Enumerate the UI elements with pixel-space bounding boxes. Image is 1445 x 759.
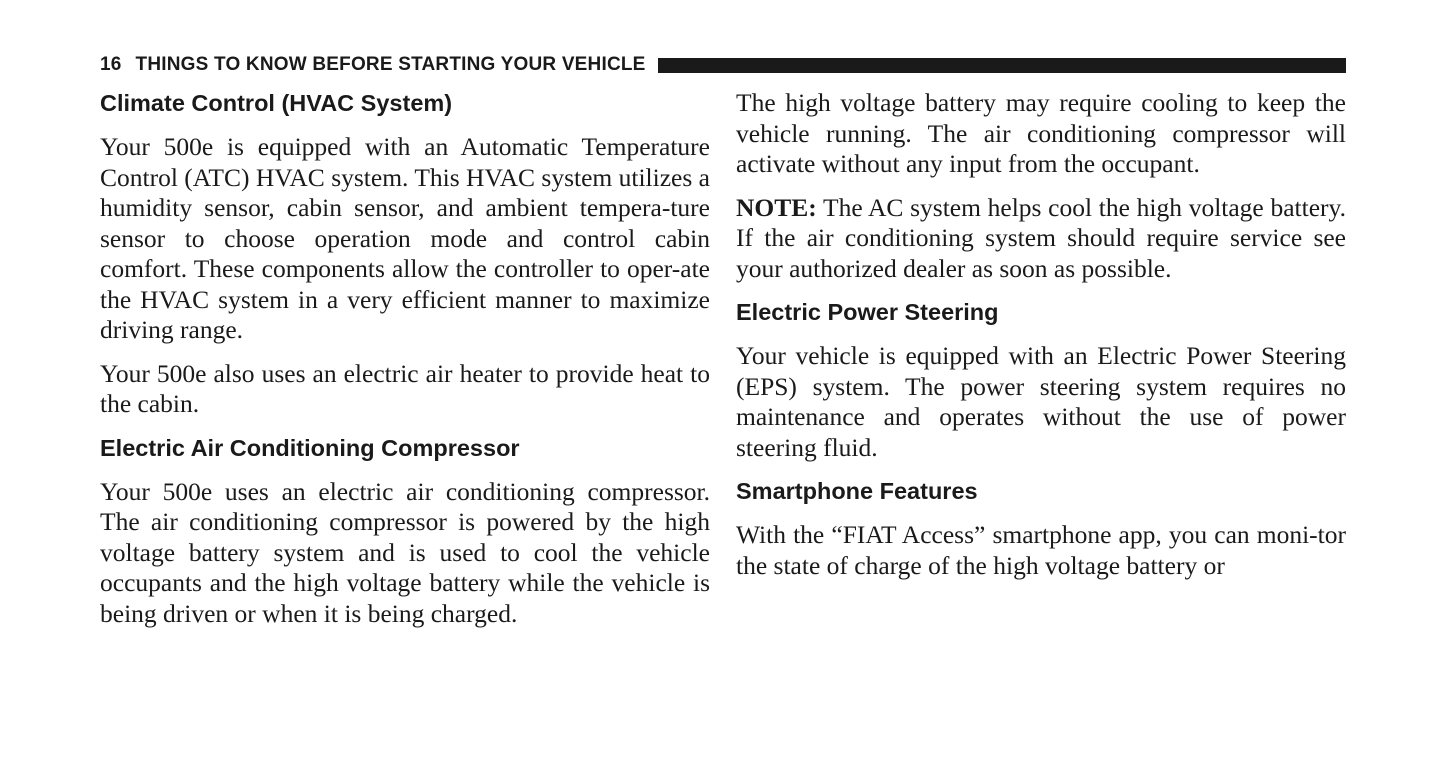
compressor-heading: Electric Air Conditioning Compressor [100,434,520,461]
cooling-paragraph: The high voltage battery may require cooling to keep the vehicle running. The air conditioning compressor will activate without any input from the occupant. [736,88,1346,178]
note-text: The AC system helps cool the high voltage battery. If the air conditioning system should require service see your authorized dealer as soon as possible. [736,192,1346,283]
climate-paragraph-1: Your 500e is equipped with an Automatic Temperature Control (ATC) HVAC system. This HVAC system utilizes a humidity sensor, cabin sensor, and ambient tempera-ture sensor to choose operation mode and control cabin comfort. These components allow the controller to oper-ate the HVAC system in a very efficient manner to maximize driving range. [100,132,710,344]
smartphone-heading: Smartphone Features [736,478,978,504]
running-title: THINGS TO KNOW BEFORE STARTING YOUR VEHICLE [135,54,646,75]
right-column [736,88,1346,594]
left-column [100,88,710,642]
smartphone-paragraph: With the “FIAT Access” smartphone app, you can moni-tor the state of charge of the high voltage battery or [736,520,1346,580]
note-label: NOTE: [736,192,817,222]
climate-paragraph-2: Your 500e also uses an electric air heater to provide heat to the cabin. [100,358,710,418]
compressor-paragraph: Your 500e uses an electric air conditioning compressor. The air conditioning compressor is powered by the high voltage battery system and is used to cool the vehicle occupants and the high voltage battery while the vehicle is being driven or when it is being charged. [100,476,710,628]
page-number: 16 [100,54,122,75]
header-rule [658,58,1346,73]
page-header [100,54,1346,76]
eps-paragraph: Your vehicle is equipped with an Electric Power Steering (EPS) system. The power steering system requires no maintenance and operates without the use of power steering fluid. [736,341,1346,462]
eps-heading: Electric Power Steering [736,299,999,325]
note-paragraph [736,193,1346,285]
climate-control-heading: Climate Control (HVAC System) [100,90,453,116]
